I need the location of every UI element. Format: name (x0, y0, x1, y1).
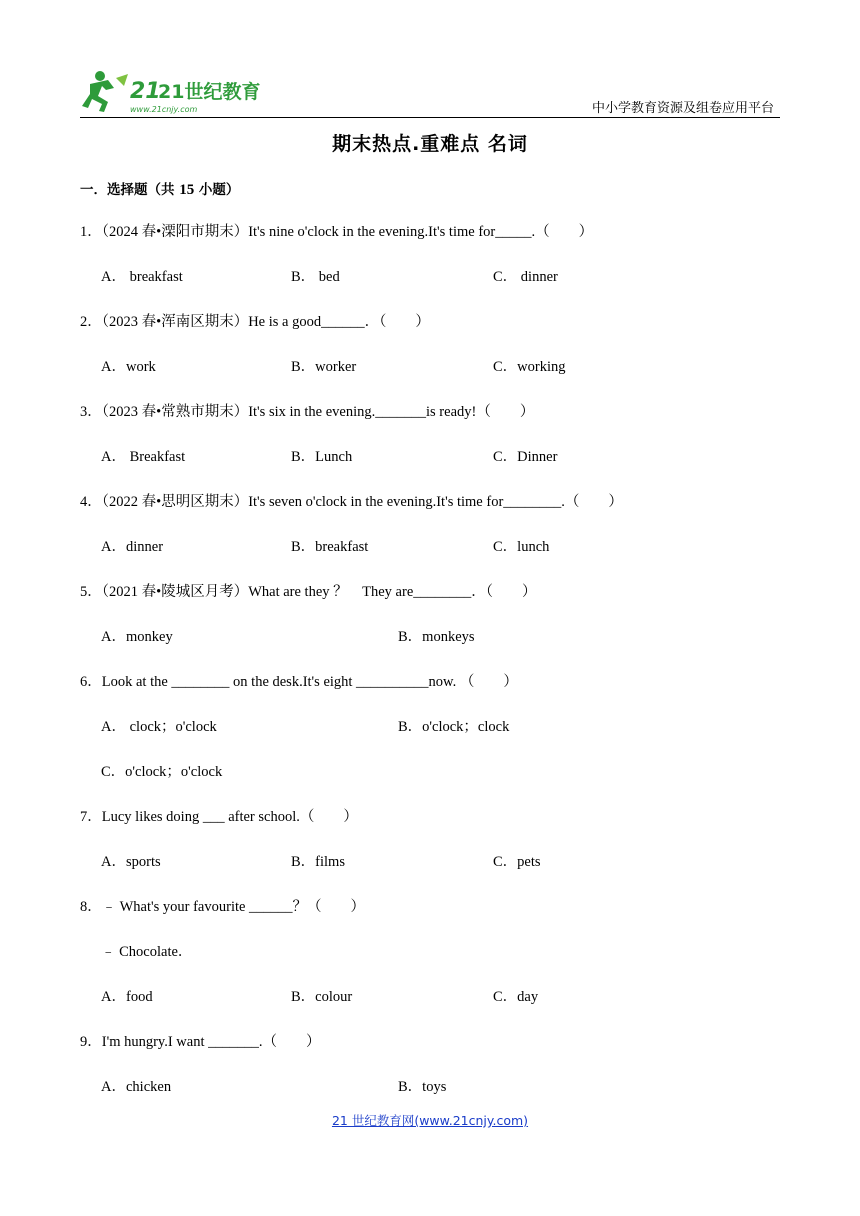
question-stem-6: 6．Look at the ________ on the desk.It's eight __________now. （ ） (80, 674, 518, 690)
footer-link[interactable]: 21 世纪教育网(www.21cnjy.com) (331, 1113, 529, 1128)
q4-option-b[interactable]: B．breakfast (291, 539, 369, 555)
q2-option-c[interactable]: C．working (493, 359, 566, 375)
question-stem-3: 3．（2023 春•常熟市期末）It's six in the evening._______is ready!（ ） (80, 404, 535, 420)
q3-option-b[interactable]: B．Lunch (291, 449, 353, 465)
section-heading: 一．选择题（共 15 小题） (80, 182, 240, 198)
q2-option-b[interactable]: B．worker (291, 359, 357, 375)
page-title: 期末热点.重难点 名词 (332, 133, 528, 155)
question-stem-4: 4．（2022 春•思明区期末）It's seven o'clock in the evening.It's time for________.（ ） (80, 494, 623, 510)
q4-option-a[interactable]: A．dinner (101, 539, 164, 555)
question-stem-1: 1．（2024 春•溧阳市期末）It's nine o'clock in the evening.It's time for_____.（ ） (80, 224, 594, 240)
q3-option-c[interactable]: C．Dinner (493, 449, 558, 465)
svg-text:www.21cnjy.com: www.21cnjy.com (130, 105, 198, 114)
q9-option-b[interactable]: B．toys (398, 1079, 447, 1095)
q6-option-b[interactable]: B．o'clock；clock (398, 719, 510, 735)
q9-option-a[interactable]: A．chicken (101, 1079, 172, 1095)
q1-option-c[interactable]: C． dinner (493, 269, 558, 285)
q7-option-a[interactable]: A．sports (101, 854, 161, 870)
svg-text:21世纪教育: 21世纪教育 (158, 81, 261, 103)
q1-option-b[interactable]: B． bed (291, 269, 340, 285)
q7-option-c[interactable]: C．pets (493, 854, 541, 870)
question-stem-7: 7．Lucy likes doing ___ after school.（ ） (80, 809, 358, 825)
q8-option-c[interactable]: C．day (493, 989, 539, 1005)
q4-option-c[interactable]: C．lunch (493, 539, 550, 555)
logo-21cnjy (80, 68, 261, 116)
q7-option-b[interactable]: B．films (291, 854, 345, 870)
question-stem-9: 9．I'm hungry.I want _______.（ ） (80, 1034, 321, 1050)
q5-option-b[interactable]: B．monkeys (398, 629, 475, 645)
question-stem-2: 2．（2023 春•浑南区期末）He is a good______．（ ） (80, 314, 430, 330)
q1-option-a[interactable]: A． breakfast (101, 269, 183, 285)
header-platform-text: 中小学教育资源及组卷应用平台 (591, 101, 774, 116)
q8-dialog-answer: ﹣ Chocolate． (101, 944, 193, 960)
q8-option-a[interactable]: A．food (101, 989, 153, 1005)
q3-option-a[interactable]: A． Breakfast (101, 449, 186, 465)
page-header (80, 64, 780, 120)
q6-option-a[interactable]: A． clock；o'clock (101, 719, 217, 735)
question-stem-5: 5．（2021 春•陵城区月考）What are they ？ They are________．（ ） (80, 584, 537, 600)
header-divider (80, 117, 780, 118)
q8-option-b[interactable]: B．colour (291, 989, 353, 1005)
q2-option-a[interactable]: A．work (101, 359, 156, 375)
svg-text:21: 21 (130, 79, 161, 104)
question-stem-8: 8．﹣ What's your favourite ______？（ ） (80, 899, 366, 915)
q5-option-a[interactable]: A．monkey (101, 629, 173, 645)
q6-option-c[interactable]: C．o'clock；o'clock (101, 764, 223, 780)
